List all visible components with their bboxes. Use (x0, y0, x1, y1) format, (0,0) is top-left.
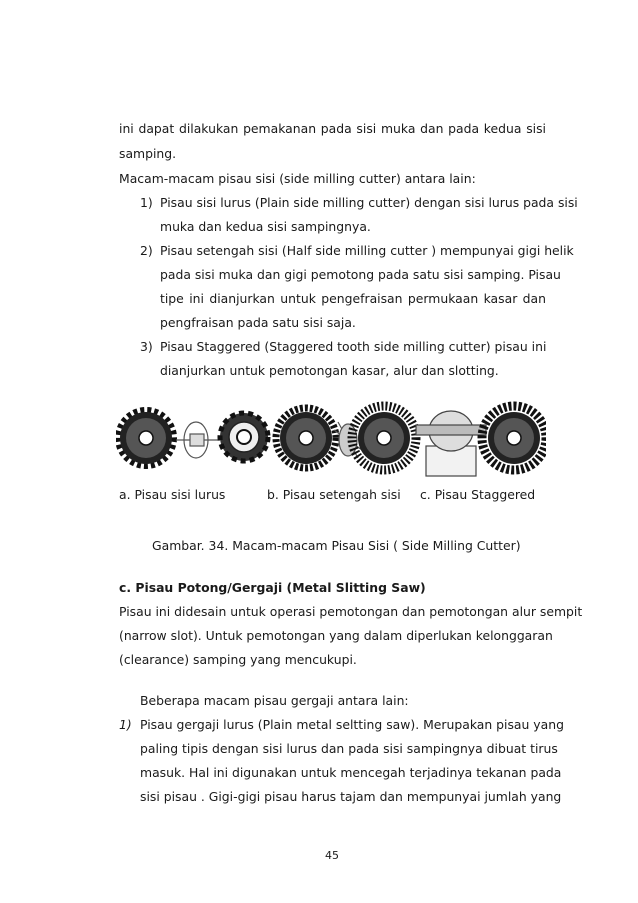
paragraph-line: Macam-macam pisau sisi (side milling cutter) antara lain: (119, 171, 476, 186)
list-line: Pisau gergaji lurus (Plain metal seltting saw). Merupakan pisau yang (140, 717, 564, 732)
list-number: 1) (140, 195, 153, 210)
list-number: 1) (119, 717, 132, 732)
list-line: Pisau sisi lurus (Plain side milling cutter) dengan sisi lurus pada sisi (160, 195, 578, 210)
plain-side-cutter-image (118, 410, 174, 466)
paragraph-line: ini dapat dilakukan pemakanan pada sisi muka dan pada kedua sisi (119, 121, 546, 136)
list-line: Pisau Staggered (Staggered tooth side milling cutter) pisau ini (160, 339, 547, 354)
staggered-cutter-image (482, 406, 546, 470)
list-line: pengfraisan pada satu sisi saja. (160, 315, 356, 330)
list-line: pada sisi muka dan gigi pemotong pada satu sisi samping. Pisau (160, 267, 561, 282)
paragraph-line: (clearance) samping yang mencukupi. (119, 652, 357, 667)
paragraph-line: samping. (119, 146, 177, 161)
workpiece-sketch (416, 411, 486, 476)
list-line: tipe ini dianjurkan untuk pengefraisan permukaan kasar dan (160, 291, 546, 306)
page-number: 45 (325, 849, 339, 862)
paragraph-line: Beberapa macam pisau gergaji antara lain: (140, 693, 409, 708)
list-line: masuk. Hal ini digunakan untuk mencegah terjadinya tekanan pada (140, 765, 562, 780)
list-line: Pisau setengah sisi (Half side milling cutter ) mempunyai gigi helik (160, 243, 574, 258)
list-line: paling tipis dengan sisi lurus dan pada sisi sampingnya dibuat tirus (140, 741, 558, 756)
section-heading: c. Pisau Potong/Gergaji (Metal Slitting Saw) (119, 580, 426, 595)
list-number: 2) (140, 243, 153, 258)
cutter-figure (116, 395, 546, 485)
image-caption-a: a. Pisau sisi lurus (119, 487, 226, 502)
paragraph-line: (narrow slot). Untuk pemotongan yang dalam diperlukan kelonggaran (119, 628, 553, 643)
half-open-cutter-image (220, 413, 268, 461)
staggered-cutter-image (352, 406, 416, 470)
list-line: muka dan kedua sisi sampingnya. (160, 219, 371, 234)
paragraph-line: Pisau ini didesain untuk operasi pemotongan dan pemotongan alur sempit (119, 604, 583, 619)
list-number: 3) (140, 339, 153, 354)
figure-caption: Gambar. 34. Macam-macam Pisau Sisi ( Side Milling Cutter) (152, 538, 521, 553)
list-line: dianjurkan untuk pemotongan kasar, alur dan slotting. (160, 363, 499, 378)
half-side-cutter-image (276, 408, 336, 468)
image-caption-b: b. Pisau setengah sisi (267, 487, 401, 502)
list-line: sisi pisau . Gigi-gigi pisau harus tajam dan mempunyai jumlah yang (140, 789, 562, 804)
arbor-sketch (176, 422, 220, 458)
image-caption-c: c. Pisau Staggered (420, 487, 536, 502)
